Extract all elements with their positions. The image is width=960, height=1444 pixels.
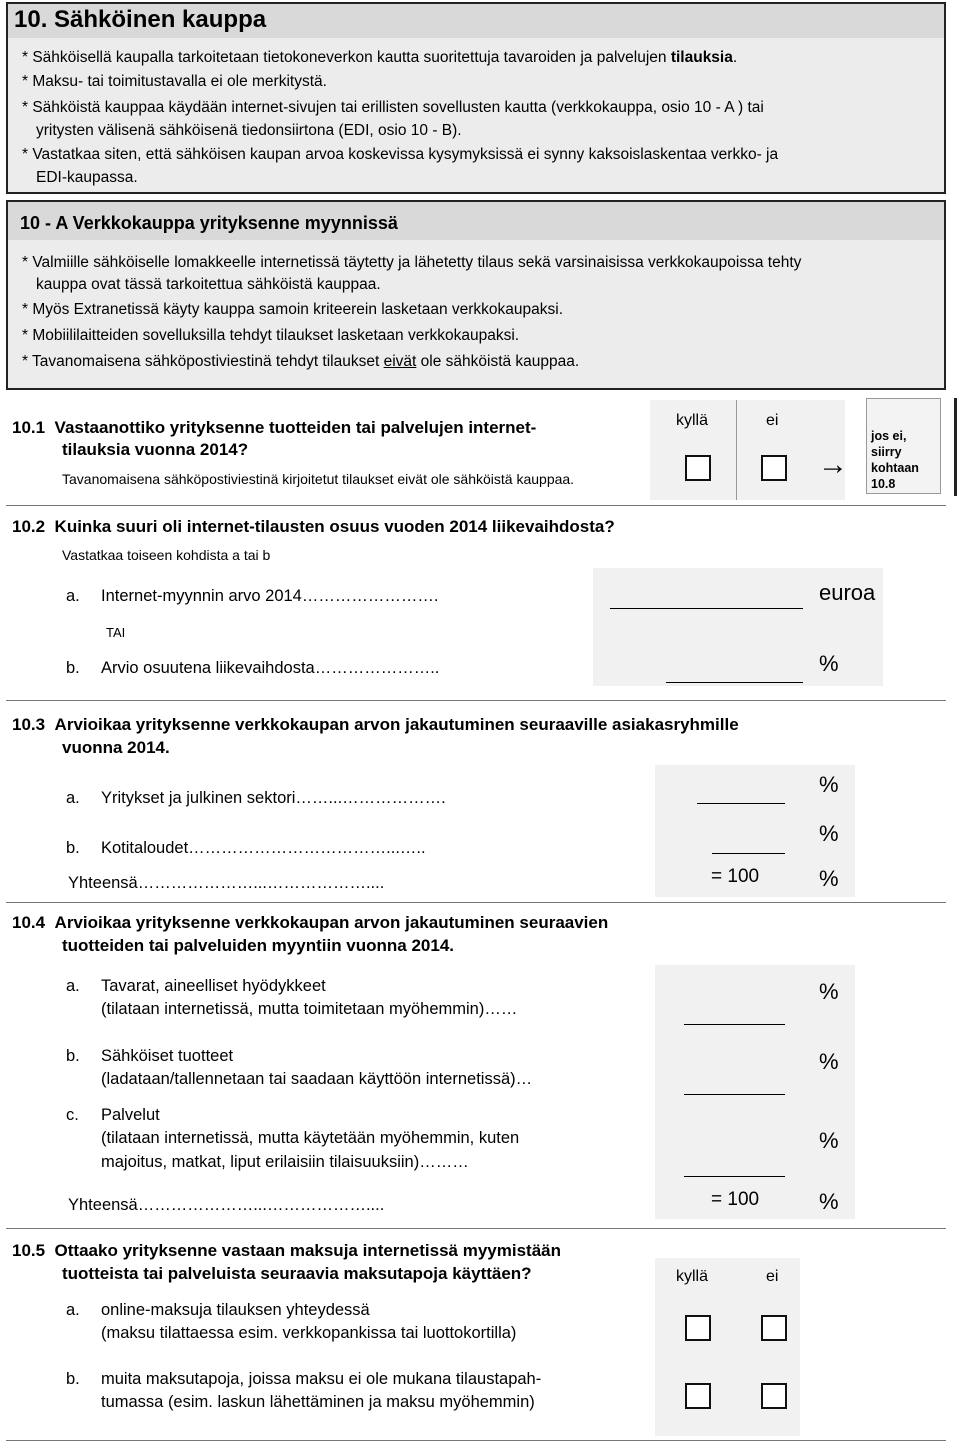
intro-line: * Maksu- tai toimitustavalla ei ole merkitystä. — [22, 73, 327, 90]
section-line: * Valmiille sähköiselle lomakkeelle internetissä täytetty ja lähetetty tilaus sekä varsinaisissa verkkokaupoissa tehty — [22, 254, 802, 271]
separator — [6, 1440, 946, 1441]
option-label: online-maksuja tilauksen yhteydessä — [101, 1301, 370, 1319]
total-label: Yhteensä…………………...……………….... — [68, 1196, 385, 1214]
percent-field[interactable] — [697, 803, 785, 804]
or-label: TAI — [106, 625, 126, 640]
option-letter: a. — [66, 1301, 80, 1319]
option-letter: b. — [66, 1370, 80, 1388]
question-10-3: 10.3 Arvioikaa yrityksenne verkkokaupan arvon jakautuminen seuraaville asiakasryhmille — [12, 715, 739, 734]
unit-label: % — [819, 979, 839, 1004]
percent-field[interactable] — [712, 853, 785, 854]
unit-label: % — [819, 1189, 839, 1214]
no-header: ei — [766, 1268, 779, 1285]
amount-field[interactable] — [610, 608, 803, 609]
separator — [6, 505, 946, 506]
question-10-1-note: Tavanomaisena sähköpostiviestinä kirjoitetut tilaukset eivät ole sähköistä kauppaa. — [62, 471, 575, 487]
yes-checkbox-10-5b[interactable] — [685, 1383, 711, 1409]
question-10-1: 10.1 Vastaanottiko yrityksenne tuotteiden tai palvelujen internet- — [12, 418, 537, 437]
option-letter: a. — [66, 789, 80, 807]
no-checkbox-10-5a[interactable] — [761, 1315, 787, 1341]
question-10-3-line2: vuonna 2014. — [62, 738, 170, 757]
total-label: Yhteensä…………………...……………….... — [68, 874, 385, 892]
question-10-1-line2: tilauksia vuonna 2014? — [62, 440, 249, 459]
arrow-right-icon: → — [818, 448, 848, 481]
total-value: = 100 — [711, 1189, 760, 1210]
yes-checkbox-10-1[interactable] — [685, 455, 711, 481]
intro-line: * Sähköistä kauppaa käydään internet-sivujen tai erillisten sovellusten kautta (verkkokauppa, osio 10 - A ) tai — [22, 99, 764, 116]
skip-instruction: jos ei, siirry kohtaan 10.8 — [871, 429, 919, 491]
question-10-4: 10.4 Arvioikaa yrityksenne verkkokaupan arvon jakautuminen seuraavien — [12, 913, 609, 932]
percent-field[interactable] — [684, 1024, 785, 1025]
percent-field[interactable] — [684, 1176, 785, 1177]
section-line: * Mobiililaitteiden sovelluksilla tehdyt tilaukset lasketaan verkkokaupaksi. — [22, 327, 520, 344]
no-header: ei — [766, 412, 779, 429]
option-letter: b. — [66, 1047, 80, 1065]
unit-label: % — [819, 821, 839, 846]
question-10-2: 10.2 Kuinka suuri oli internet-tilausten osuus vuoden 2014 liikevaihdosta? — [12, 517, 615, 536]
option-label: Tavarat, aineelliset hyödykkeet — [101, 977, 326, 995]
yes-checkbox-10-5a[interactable] — [685, 1315, 711, 1341]
section-header: 10 - A Verkkokauppa yrityksenne myynnissä — [20, 213, 398, 233]
intro-line: EDI-kaupassa. — [36, 169, 138, 186]
option-label: Arvio osuutena liikevaihdosta………………….. — [101, 659, 440, 677]
yes-header: kyllä — [676, 412, 709, 429]
option-label: (tilataan internetissä, mutta käytetään myöhemmin, kuten — [101, 1129, 520, 1147]
option-label: Sähköiset tuotteet — [101, 1047, 234, 1065]
question-10-5: 10.5 Ottaako yrityksenne vastaan maksuja internetissä myymistään — [12, 1241, 562, 1260]
unit-label: % — [819, 1128, 839, 1153]
option-label: (maksu tilattaessa esim. verkkopankissa tai luottokortilla) — [101, 1324, 517, 1342]
emphasis-text: tilauksia — [670, 49, 733, 66]
intro-line: * Sähköisellä kaupalla tarkoitetaan tietokoneverkon kautta suoritettuja tavaroiden ja palvelujen tilauksia. — [22, 49, 738, 66]
section-line: * Myös Extranetissä käyty kauppa samoin kriteerein lasketaan verkkokaupaksi. — [22, 301, 564, 318]
option-letter: c. — [66, 1106, 79, 1124]
option-letter: a. — [66, 977, 80, 995]
percent-field[interactable] — [684, 1094, 785, 1095]
yes-header: kyllä — [676, 1268, 709, 1285]
divider — [736, 400, 737, 500]
question-10-4-line2: tuotteiden tai palveluiden myyntiin vuonna 2014. — [62, 936, 455, 955]
total-value: = 100 — [711, 866, 760, 887]
unit-label: % — [819, 651, 839, 676]
option-label: tumassa (esim. laskun lähettäminen ja maksu myöhemmin) — [101, 1393, 535, 1411]
section-line: * Tavanomaisena sähköpostiviestinä tehdyt tilaukset eivät ole sähköistä kauppaa. — [22, 353, 580, 370]
no-checkbox-10-5b[interactable] — [761, 1383, 787, 1409]
question-10-5-line2: tuotteista tai palveluista seuraavia maksutapoja käyttäen? — [62, 1264, 532, 1283]
option-label: Kotitaloudet………………………………...….. — [101, 839, 426, 857]
unit-label: euroa — [819, 580, 876, 605]
unit-label: % — [819, 772, 839, 797]
unit-label: % — [819, 866, 839, 891]
option-label: (tilataan internetissä, mutta toimitetaan myöhemmin)…… — [101, 1000, 518, 1018]
option-letter: a. — [66, 587, 80, 605]
option-label: Internet-myynnin arvo 2014……………………. — [101, 587, 439, 605]
option-label: majoitus, matkat, liput erilaisiin tilaisuuksiin)……… — [101, 1153, 469, 1171]
option-label: Palvelut — [101, 1106, 160, 1124]
page-title: 10. Sähköinen kauppa — [14, 6, 267, 33]
intro-line: * Vastatkaa siten, että sähköisen kaupan arvoa koskevissa kysymyksissä ei synny kaksoislaskentaa verkko- ja — [22, 146, 779, 163]
edge-bar — [954, 398, 957, 496]
unit-label: % — [819, 1049, 839, 1074]
no-checkbox-10-1[interactable] — [761, 455, 787, 481]
option-label: muita maksutapoja, joissa maksu ei ole mukana tilaustapah- — [101, 1370, 542, 1388]
separator — [6, 902, 946, 903]
share-field[interactable] — [666, 682, 803, 683]
option-letter: b. — [66, 839, 80, 857]
question-10-2-note: Vastatkaa toiseen kohdista a tai b — [62, 547, 271, 563]
separator — [6, 1228, 946, 1229]
intro-line: yritysten välisenä sähköisenä tiedonsiirtona (EDI, osio 10 - B). — [36, 122, 462, 139]
option-label: Yritykset ja julkinen sektori……...………………. — [101, 789, 446, 807]
option-label: (ladataan/tallennetaan tai saadaan käyttöön internetissä)… — [101, 1070, 533, 1088]
section-line: kauppa ovat tässä tarkoitettua sähköistä kauppaa. — [36, 276, 381, 293]
separator — [6, 700, 946, 701]
option-letter: b. — [66, 659, 80, 677]
